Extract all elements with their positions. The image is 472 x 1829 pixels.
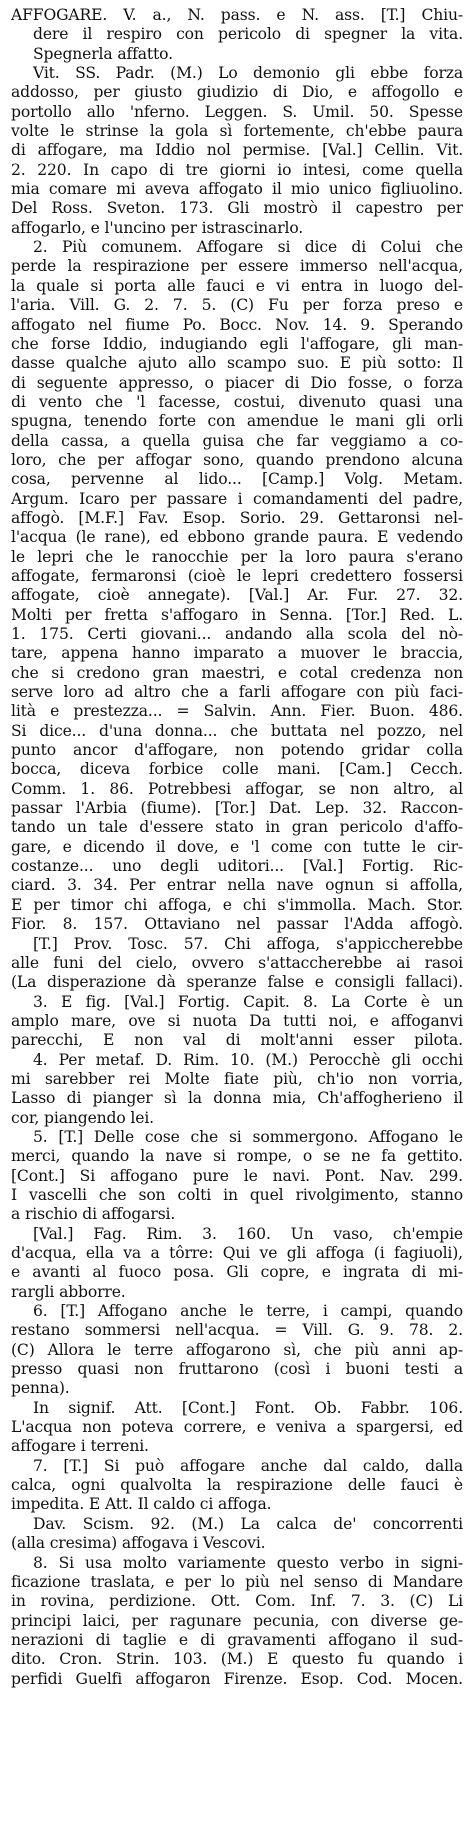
entry-line: Lasso di pianger sì la donna mia, Ch'affogherieno il [11, 1089, 463, 1108]
entry-line: AFFOGARE. V. a., N. pass. e N. ass. [T.] Chiu- [11, 6, 463, 24]
entry-line: che forse Iddio, indugiando egli l'affogare, gli man- [11, 334, 463, 353]
entry-line: rargli abborre. [11, 1282, 126, 1301]
entry-line: punto ancor d'affogare, non potendo gridar colla [11, 741, 463, 760]
entry-line: E per timor chi affoga, e chi s'immolla. Mach. Stor. [11, 895, 463, 914]
entry-line: [Cont.] Si affogano pure le navi. Pont. Nav. 299. [11, 1166, 463, 1185]
entry-line: 8. Si usa molto variamente questo verbo in signi- [33, 1553, 463, 1572]
entry-line: 6. [T.] Affogano anche le terre, i campi, quando [33, 1302, 463, 1321]
entry-line: nerazioni di taglie e di gravamenti affogano il sud- [11, 1630, 463, 1649]
entry-line: l'acqua (le rane), ed ebbono grande paura. E vedendo [11, 528, 463, 547]
entry-line: cosa, pervenne al lido... [Camp.] Volg. Metam. [11, 470, 463, 489]
entry-line: [T.] Prov. Tosc. 57. Chi affoga, s'appiccherebbe [33, 934, 463, 953]
entry-line: restano sommersi nell'acqua. = Vill. G. 9. 78. 2. [11, 1321, 463, 1340]
entry-line: Si dice... d'una donna... che buttata nel pozzo, nel [11, 721, 463, 740]
entry-line: lità e prestezza... = Salvin. Ann. Fier. Buon. 486. [11, 702, 463, 721]
entry-line: affogarlo, e l'uncino per istrascinarlo. [11, 218, 304, 237]
entry-line: affogate, fermaronsi (cioè le lepri credettero fossersi [11, 566, 463, 585]
entry-line: d'acqua, ella va a tôrre: Qui ve gli affoga (i fagiuoli), [11, 1244, 463, 1262]
entry-line: principi laici, per ragunare pecunia, con diverse ge- [11, 1611, 463, 1630]
entry-line: dasse qualche ajuto allo scampo suo. E più sotto: Il [11, 354, 463, 373]
dictionary-entry-affogare [11, 6, 463, 1689]
entry-line: alle funi del cielo, ovvero s'attaccherebbe ai rasoi [11, 953, 463, 972]
entry-line: bocca, diceva forbice colle mani. [Cam.] Cecch. [11, 760, 463, 779]
entry-line: cor, piangendo lei. [11, 1108, 154, 1127]
entry-line: (alla cresima) affogava i Vescovi. [11, 1534, 266, 1553]
entry-line: penna). [11, 1379, 70, 1398]
entry-line: Fior. 8. 157. Ottaviano nel passar l'Adda affogò. [11, 915, 463, 934]
entry-line: amplo mare, ove si nuota Da tutti noi, e affoganvi [11, 1011, 463, 1030]
entry-line: 1. 175. Certi giovani... andando alla scola del nò- [11, 625, 463, 643]
entry-line: 3. E fig. [Val.] Fortig. Capit. 8. La Corte è un [33, 992, 463, 1011]
entry-line: la quale si porta alle fauci e vi entra in luogo del- [11, 276, 463, 295]
entry-line: Vit. SS. Padr. (M.) Lo demonio gli ebbe forza [33, 64, 463, 83]
entry-line: di seguente appresso, o piacer di Dio fosse, o forza [11, 373, 463, 392]
entry-line: tando un tale d'essere stato in gran pericolo d'affo- [11, 818, 463, 837]
entry-line: 4. Per metaf. D. Rim. 10. (M.) Perocchè gli occhi [33, 1050, 463, 1069]
entry-line: gare, e dicendo il dove, e 'l come con tutte le cir- [11, 837, 463, 856]
entry-line: (La disperazione dà speranze false e consigli fallaci). [11, 973, 463, 992]
entry-line: perfidi Guelfi affogaron Firenze. Esop. Cod. Mocen. [11, 1669, 463, 1688]
entry-line: dito. Cron. Strin. 103. (M.) E questo fu quando i [11, 1650, 463, 1669]
entry-line: parecchi, E non val di molt'anni esser pilota. [11, 1031, 463, 1050]
entry-line: costanze... uno degli uditori... [Val.] Fortig. Ric- [11, 857, 463, 876]
entry-line: In signif. Att. [Cont.] Font. Ob. Fabbr. 106. [33, 1398, 463, 1417]
entry-line: tare, appena hanno imparato a muover le braccia, [11, 644, 463, 663]
entry-line: (C) Allora le terre affogarono sì, che più anni ap- [11, 1340, 463, 1359]
entry-line: ciard. 3. 34. Per entrar nella nave ognun si affolla, [11, 876, 463, 895]
entry-line: impedita. E Att. Il caldo ci affoga. [11, 1495, 272, 1514]
entry-line: Comm. 1. 86. Potrebbesi affogar, se non altro, al [11, 779, 463, 798]
entry-line: a rischio di affogarsi. [11, 1205, 176, 1224]
entry-line: mia comare mi aveva affogato il mio unico figliuolino. [11, 180, 463, 199]
entry-line: spugna, tenendo forte con amendue le mani gli orli [11, 412, 463, 431]
entry-line: di vento che 'l facesse, costui, divenuto quasi una [11, 392, 463, 411]
entry-line: serve loro ad altro che a farli affogare con più faci- [11, 683, 463, 702]
entry-line: l'aria. Vill. G. 2. 7. 5. (C) Fu per forza preso e [11, 296, 463, 315]
entry-line: loro, che per affogar sono, quando prendono alcuna [11, 450, 463, 469]
entry-line: mi sarebber rei Molte fiate più, ch'io non vorria, [11, 1069, 463, 1088]
entry-line: 5. [T.] Delle cose che si sommergono. Affogano le [33, 1127, 463, 1146]
entry-line: I vascelli che son colti in quel rivolgimento, stanno [11, 1185, 463, 1204]
entry-line: Dav. Scism. 92. (M.) La calca de' concorrenti [33, 1514, 463, 1533]
entry-line: e avanti al fuoco posa. Gli copre, e ingrata di mi- [11, 1263, 463, 1282]
entry-line: ficazione traslata, e per lo più nel senso di Mandare [11, 1572, 463, 1591]
entry-line: affogate, cioè annegate). [Val.] Ar. Fur. 27. 32. [11, 586, 463, 605]
entry-line: presso quasi non fruttarono (così i buoni testi a [11, 1360, 463, 1379]
entry-line: della cassa, a quella guisa che far veggiamo a co- [11, 431, 463, 450]
entry-line: le lepri che le ranocchie per la loro paura s'erano [11, 547, 463, 566]
entry-line: passar l'Arbia (fiume). [Tor.] Dat. Lep. 32. Raccon- [11, 799, 463, 818]
entry-line: 2. Più comunem. Affogare si dice di Colui che [33, 238, 463, 257]
entry-line: affogò. [M.F.] Fav. Esop. Sorio. 29. Gettaronsi nel- [11, 508, 463, 527]
entry-line: Argum. Icaro per passare i comandamenti del padre, [11, 489, 463, 508]
entry-line: di affogare, ma Iddio nol permise. [Val.] Cellin. Vit. [11, 141, 463, 160]
entry-line: affogare i terreni. [11, 1437, 149, 1456]
entry-line: 7. [T.] Si può affogare anche dal caldo, dalla [33, 1456, 463, 1475]
entry-line: che si credono gran maestri, e cotal credenza non [11, 663, 463, 682]
entry-line: Molti per fretta s'affogaro in Senna. [Tor.] Red. L. [11, 605, 463, 624]
entry-line: addosso, per giusto giudizio di Dio, e affogollo e [11, 83, 463, 102]
entry-line: in rovina, perdizione. Ott. Com. Inf. 7. 3. (C) Li [11, 1592, 463, 1611]
entry-line: perde la respirazione per essere immerso nell'acqua, [11, 257, 463, 276]
entry-line: Spegnerla affatto. [33, 44, 173, 63]
entry-line: Del Ross. Sveton. 173. Gli mostrò il capestro per [11, 199, 463, 218]
entry-line: merci, quando la nave si rompe, o se ne fa gettito. [11, 1147, 463, 1166]
entry-line: volte le strinse la gola sì fortemente, ch'ebbe paura [11, 122, 463, 141]
entry-line: [Val.] Fag. Rim. 3. 160. Un vaso, ch'empie [33, 1224, 463, 1243]
entry-line: portollo allo 'nferno. Leggen. S. Umil. 50. Spesse [11, 102, 463, 121]
entry-line: affogato nel fiume Po. Bocc. Nov. 14. 9. Sperando [11, 315, 463, 334]
entry-line: dere il respiro con pericolo di spegner la vita. [33, 25, 463, 44]
entry-line: 2. 220. In capo di tre giorni io intesi, come quella [11, 160, 463, 179]
entry-line: L'acqua non poteva correre, e veniva a spargersi, ed [11, 1418, 463, 1437]
entry-line: calca, ogni qualvolta la respirazione delle fauci è [11, 1476, 463, 1495]
